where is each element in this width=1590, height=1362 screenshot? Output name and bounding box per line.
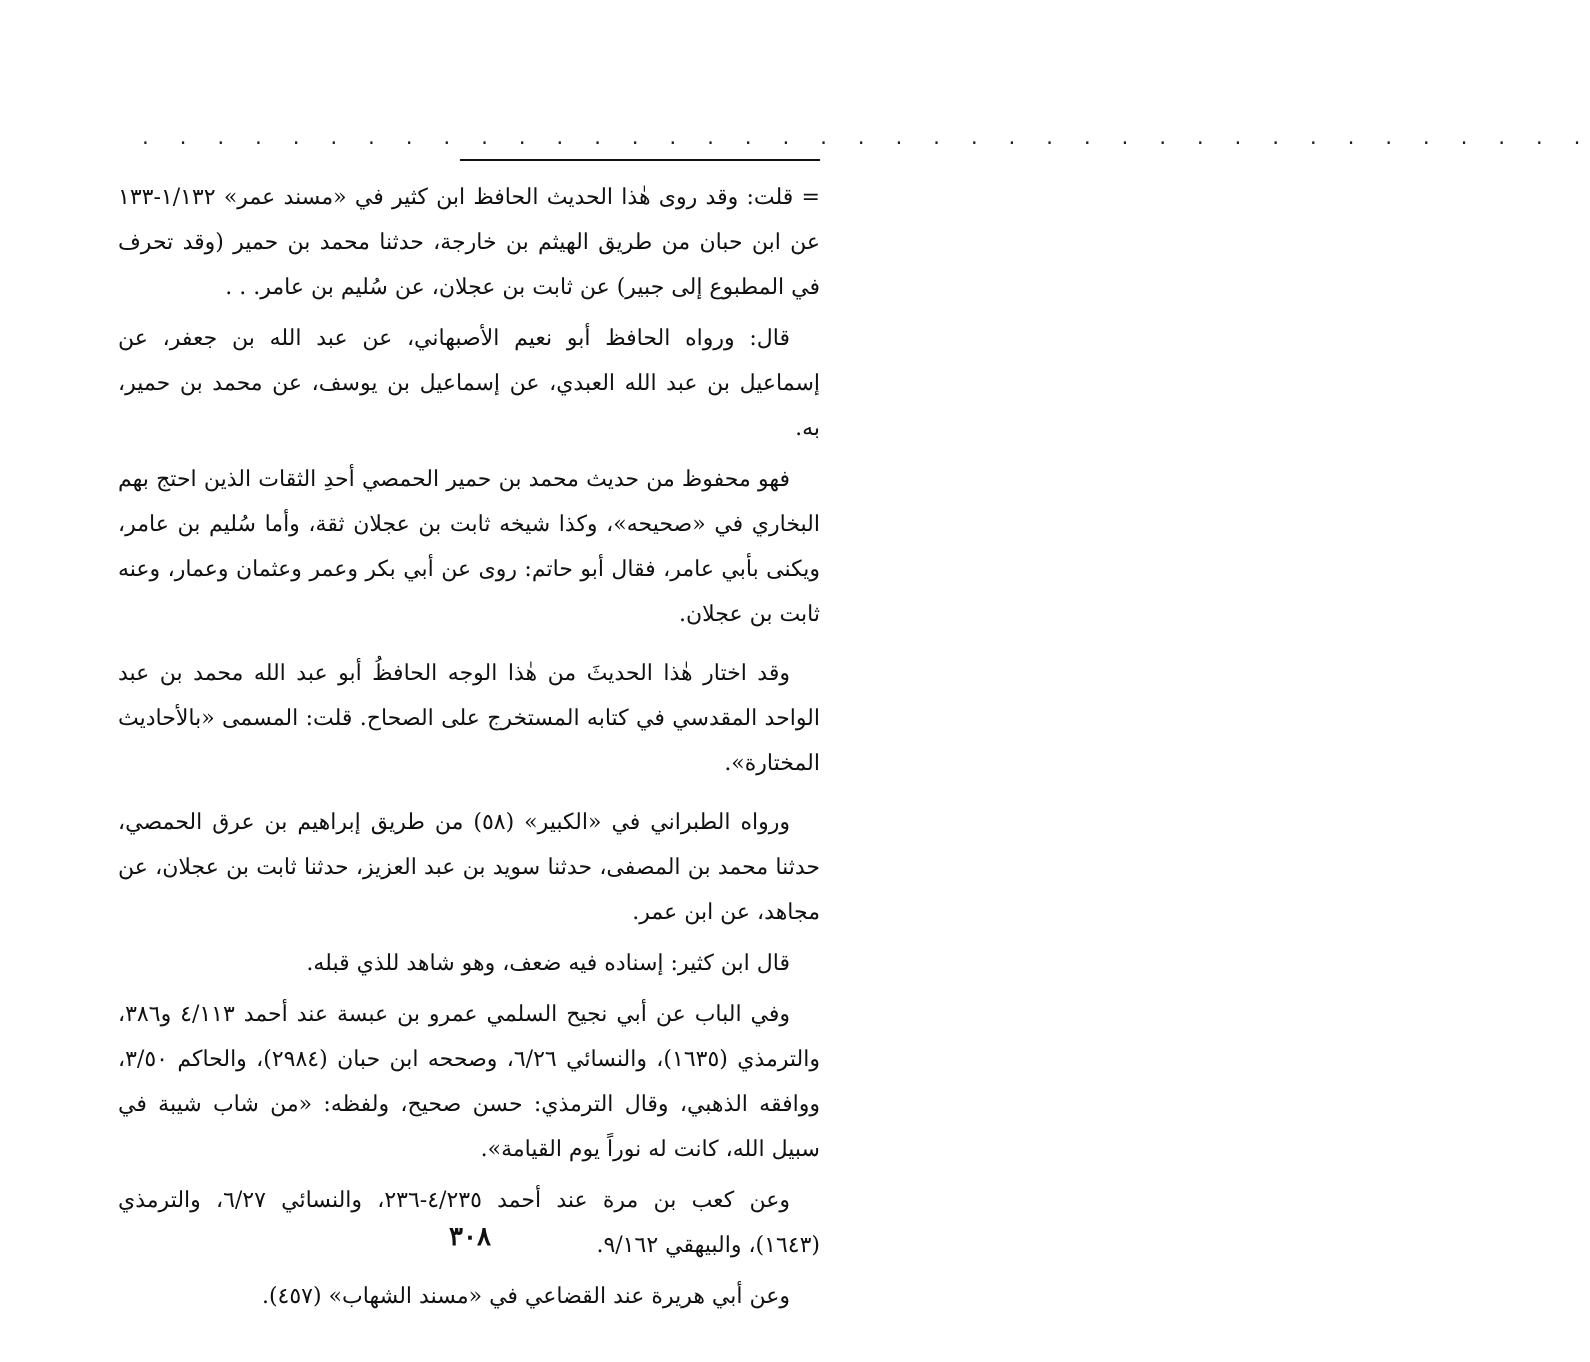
paragraph-2: قال: ورواه الحافظ أبو نعيم الأصبهاني، عن عبد الله بن جعفر، عن إسماعيل بن عبد الله العبدي، عن إسماعيل بن يوسف، عن محمد بن حمير، به. <box>118 326 820 441</box>
paragraph-6: قال ابن كثير: إسناده فيه ضعف، وهو شاهد للذي قبله. <box>306 951 790 976</box>
paragraph-8: وعن كعب بن مرة عند أحمد ٤/٢٣٥-٢٣٦، والنسائي ٦/٢٧، والترمذي (١٦٤٣)، والبيهقي ٩/١٦٢. <box>118 1188 820 1258</box>
paragraph-1: = قلت: وقد روى هٰذا الحديث الحافظ ابن كثير في «مسند عمر» ١/١٣٢-١٣٣ عن ابن حبان من طريق الهيثم بن خارجة، حدثنا محمد بن حمير (وقد تحرف في المطبوع إلى جبير) عن ثابت بن عجلان، عن سُليم بن عامر. . . <box>118 185 820 300</box>
page-number: ٣٠٨ <box>449 1222 491 1252</box>
paragraph-3: فهو محفوظ من حديث محمد بن حمير الحمصي أحدِ الثقات الذين احتج بهم البخاري في «صحيحه»، وكذا شيخه ثابت بن عجلان ثقة، وأما سُليم بن عامر، ويكنى بأبي عامر، فقال أبو حاتم: روى عن أبي بكر وعمر وعثمان وعمار، وعنه ثابت بن عجلان. <box>118 467 820 627</box>
footnote-separator-line <box>460 159 820 161</box>
paragraph-5: ورواه الطبراني في «الكبير» (٥٨) من طريق إبراهيم بن عرق الحمصي، حدثنا محمد بن المصفى، حدثنا سويد بن عبد العزيز، حدثنا ثابت بن عجلان، عن مجاهد، عن ابن عمر. <box>118 810 820 925</box>
paragraph-9: وعن أبي هريرة عند القضاعي في «مسند الشهاب» (٤٥٧). <box>261 1284 790 1309</box>
paragraph-7: وفي الباب عن أبي نجيح السلمي عمرو بن عبسة عند أحمد ٤/١١٣ و٣٨٦، والترمذي (١٦٣٥)، والنسائي ٦/٢٦، وصححه ابن حبان (٢٩٨٤)، والحاكم ٣/٥٠، ووافقه الذهبي، وقال الترمذي: حسن صحيح، ولفظه: «من شاب شيبة في سبيل الله، كانت له نوراً يوم القيامة». <box>118 1002 820 1162</box>
paragraph-4: وقد اختار هٰذا الحديثَ من هٰذا الوجه الحافظُ أبو عبد الله محمد بن عبد الواحد المقدسي في كتابه المستخرج على الصحاح. قلت: المسمى «بالأحاديث المختارة». <box>118 661 820 776</box>
dot-leader: . . . . . . . . . . . . . . . . . . . . . . . . . . . . . . . . . . . . . . . <box>140 128 1590 149</box>
footnote-text <box>118 175 820 1325</box>
